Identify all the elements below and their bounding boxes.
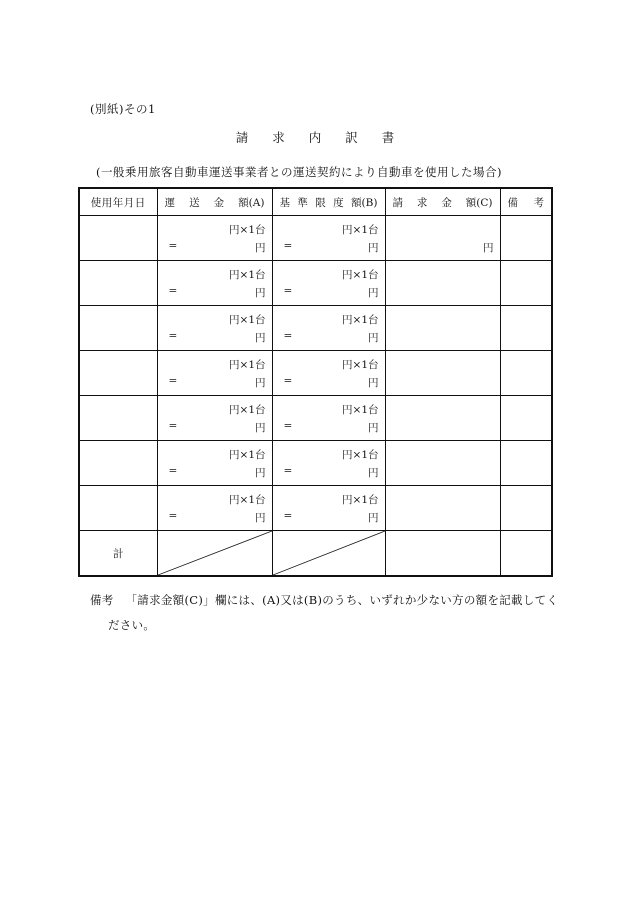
yen-label: 円 [368,377,379,389]
equals-sign: = [283,465,293,477]
standard-limit-cell[interactable] [272,486,385,531]
claim-amount-cell[interactable] [385,216,500,261]
date-cell[interactable] [79,261,157,306]
unit-text: 円×1台 [342,269,379,281]
diagonal-strike [158,531,272,575]
equals-sign: = [168,465,178,477]
fare-cell[interactable] [157,486,272,531]
unit-text: 円×1台 [229,359,266,371]
yen-label: 円 [255,332,266,344]
standard-limit-cell[interactable] [272,261,385,306]
remarks-cell[interactable] [500,396,552,441]
date-cell[interactable] [79,441,157,486]
yen-label: 円 [368,287,379,299]
yen-label: 円 [368,512,379,524]
fare-cell[interactable] [157,216,272,261]
title-char: 求 [272,130,285,145]
date-cell[interactable] [79,486,157,531]
claim-breakdown-table [78,187,553,577]
table-row [79,441,552,486]
table-row [79,261,552,306]
note-text: 「請求金額(C)」欄には、(A)又は(B)のうち、いずれか少ない方の額を記載してく [125,593,559,607]
equals-sign: = [168,375,178,387]
fare-cell[interactable] [157,396,272,441]
claim-amount-cell[interactable] [385,261,500,306]
unit-text: 円×1台 [229,314,266,326]
table-row [79,351,552,396]
yen-label: 円 [368,332,379,344]
date-cell[interactable] [79,351,157,396]
equals-sign: = [283,420,293,432]
standard-limit-cell[interactable] [272,306,385,351]
remarks-cell[interactable] [500,486,552,531]
remarks-cell[interactable] [500,306,552,351]
unit-text: 円×1台 [342,314,379,326]
yen-label: 円 [368,422,379,434]
claim-amount-cell[interactable] [385,396,500,441]
unit-text: 円×1台 [342,494,379,506]
yen-label: 円 [483,242,494,254]
unit-text: 円×1台 [229,449,266,461]
yen-label: 円 [255,377,266,389]
equals-sign: = [283,330,293,342]
remarks-cell[interactable] [500,441,552,486]
yen-label: 円 [368,467,379,479]
equals-sign: = [283,240,293,252]
unit-text: 円×1台 [342,404,379,416]
remarks-note [90,588,560,638]
unit-text: 円×1台 [342,449,379,461]
equals-sign: = [168,510,178,522]
unit-text: 円×1台 [342,224,379,236]
unit-text: 円×1台 [229,404,266,416]
note-text-continued: ださい。 [108,618,156,632]
document-title [0,128,630,146]
total-label: 計 [79,531,157,577]
table-row [79,306,552,351]
yen-label: 円 [255,512,266,524]
fare-cell[interactable] [157,441,272,486]
date-cell[interactable] [79,306,157,351]
remarks-cell[interactable] [500,216,552,261]
yen-label: 円 [255,467,266,479]
remarks-cell[interactable] [500,261,552,306]
unit-text: 円×1台 [342,359,379,371]
claim-amount-cell[interactable] [385,351,500,396]
standard-limit-cell[interactable] [272,351,385,396]
table-row [79,396,552,441]
annex-label: (別紙)その1 [90,102,156,116]
claim-amount-cell[interactable] [385,486,500,531]
table-row [79,216,552,261]
claim-amount-cell[interactable] [385,306,500,351]
equals-sign: = [168,240,178,252]
diagonal-strike [273,531,385,575]
yen-label: 円 [255,242,266,254]
equals-sign: = [283,510,293,522]
table-row [79,486,552,531]
equals-sign: = [168,420,178,432]
equals-sign: = [168,285,178,297]
equals-sign: = [168,330,178,342]
yen-label: 円 [255,422,266,434]
claim-total-cell[interactable] [385,531,500,577]
fare-total-crossed-cell [157,531,272,577]
header-fare: 運 送 金 額(A) [157,188,272,216]
standard-limit-cell[interactable] [272,396,385,441]
header-remarks: 備 考 [500,188,552,216]
fare-cell[interactable] [157,351,272,396]
unit-text: 円×1台 [229,224,266,236]
total-row [79,531,552,577]
date-cell[interactable] [79,216,157,261]
yen-label: 円 [255,287,266,299]
table-header-row [79,188,552,216]
unit-text: 円×1台 [229,269,266,281]
standard-limit-cell[interactable] [272,216,385,261]
header-date: 使用年月日 [79,188,157,216]
standard-total-crossed-cell [272,531,385,577]
title-char: 内 [308,130,322,145]
document-subtitle: (一般乗用旅客自動車運送事業者との運送契約により自動車を使用した場合) [96,165,502,179]
equals-sign: = [283,285,293,297]
remarks-cell[interactable] [500,351,552,396]
title-char: 請 [235,130,249,145]
header-standard-limit: 基 準 限 度 額(B) [272,188,385,216]
claim-amount-cell[interactable] [385,441,500,486]
title-char: 書 [381,130,395,145]
fare-cell[interactable] [157,306,272,351]
remarks-total-cell[interactable] [500,531,552,577]
note-label: 備考 [90,593,114,607]
header-claim-amount: 請 求 金 額(C) [385,188,500,216]
equals-sign: = [283,375,293,387]
date-cell[interactable] [79,396,157,441]
unit-text: 円×1台 [229,494,266,506]
title-char: 訳 [345,130,358,145]
yen-label: 円 [368,242,379,254]
standard-limit-cell[interactable] [272,441,385,486]
fare-cell[interactable] [157,261,272,306]
